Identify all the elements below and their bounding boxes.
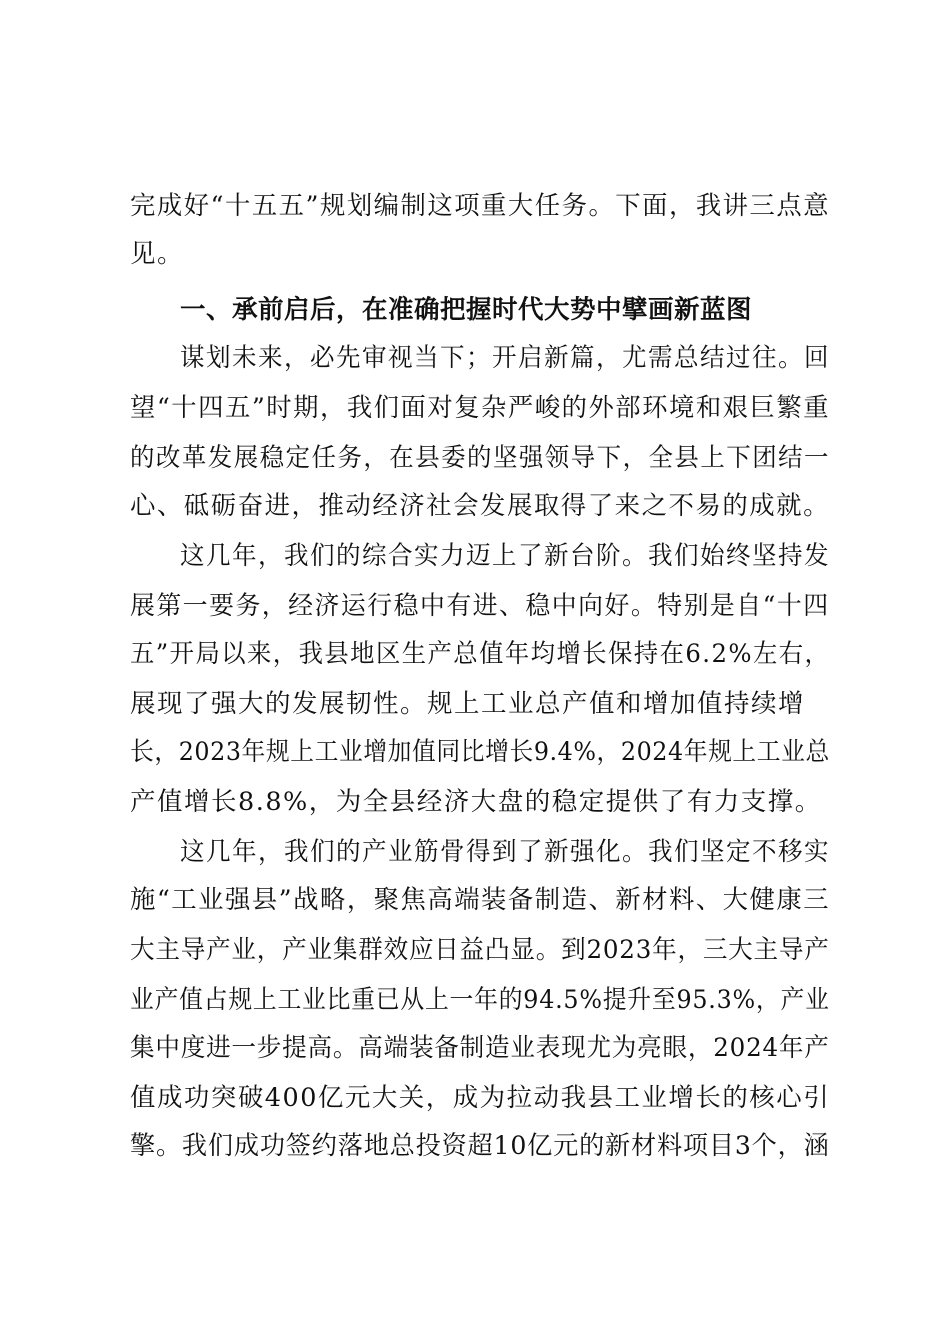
- text-line: 施“工业强县”战略，聚焦高端装备制造、新材料、大健康三: [130, 885, 831, 915]
- text-line: 长，2023年规上工业增加值同比增长9.4%，2024年规上工业总: [130, 737, 830, 767]
- text-line: 望“十四五”时期，我们面对复杂严峻的外部环境和艰巨繁重: [130, 393, 831, 423]
- paragraph-first-line: 这几年，我们的产业筋骨得到了新强化。我们坚定不移实: [180, 837, 831, 867]
- section-heading: 一、承前启后，在准确把握时代大势中擘画新蓝图: [180, 295, 753, 325]
- text-line: 五”开局以来，我县地区生产总值年均增长保持在6.2%左右，: [130, 639, 831, 669]
- text-line: 完成好“十五五”规划编制这项重大任务。下面，我讲三点意: [130, 191, 831, 221]
- text-line: 展现了强大的发展韧性。规上工业总产值和增加值持续增: [130, 689, 806, 719]
- text-line: 大主导产业，产业集群效应日益凸显。到2023年，三大主导产: [130, 935, 830, 965]
- paragraph-first-line: 这几年，我们的综合实力迈上了新台阶。我们始终坚持发: [180, 541, 831, 571]
- text-line: 心、砥砺奋进，推动经济社会发展取得了来之不易的成就。: [130, 491, 831, 521]
- text-line: 集中度进一步提高。高端装备制造业表现尤为亮眼，2024年产: [130, 1033, 830, 1063]
- text-line: 业产值占规上工业比重已从上一年的94.5%提升至95.3%，产业: [130, 985, 830, 1015]
- text-line: 擎。我们成功签约落地总投资超10亿元的新材料项目3个，涵: [130, 1131, 830, 1161]
- paragraph-first-line: 谋划未来，必先审视当下；开启新篇，尤需总结过往。回: [180, 343, 831, 373]
- text-line: 产值增长8.8%，为全县经济大盘的稳定提供了有力支撑。: [130, 787, 822, 817]
- text-line: 的改革发展稳定任务，在县委的坚强领导下，全县上下团结一: [130, 443, 831, 473]
- text-line: 展第一要务，经济运行稳中有进、稳中向好。特别是自“十四: [130, 591, 830, 621]
- text-line: 值成功突破400亿元大关，成为拉动我县工业增长的核心引: [130, 1083, 831, 1113]
- text-line: 见。: [130, 239, 185, 269]
